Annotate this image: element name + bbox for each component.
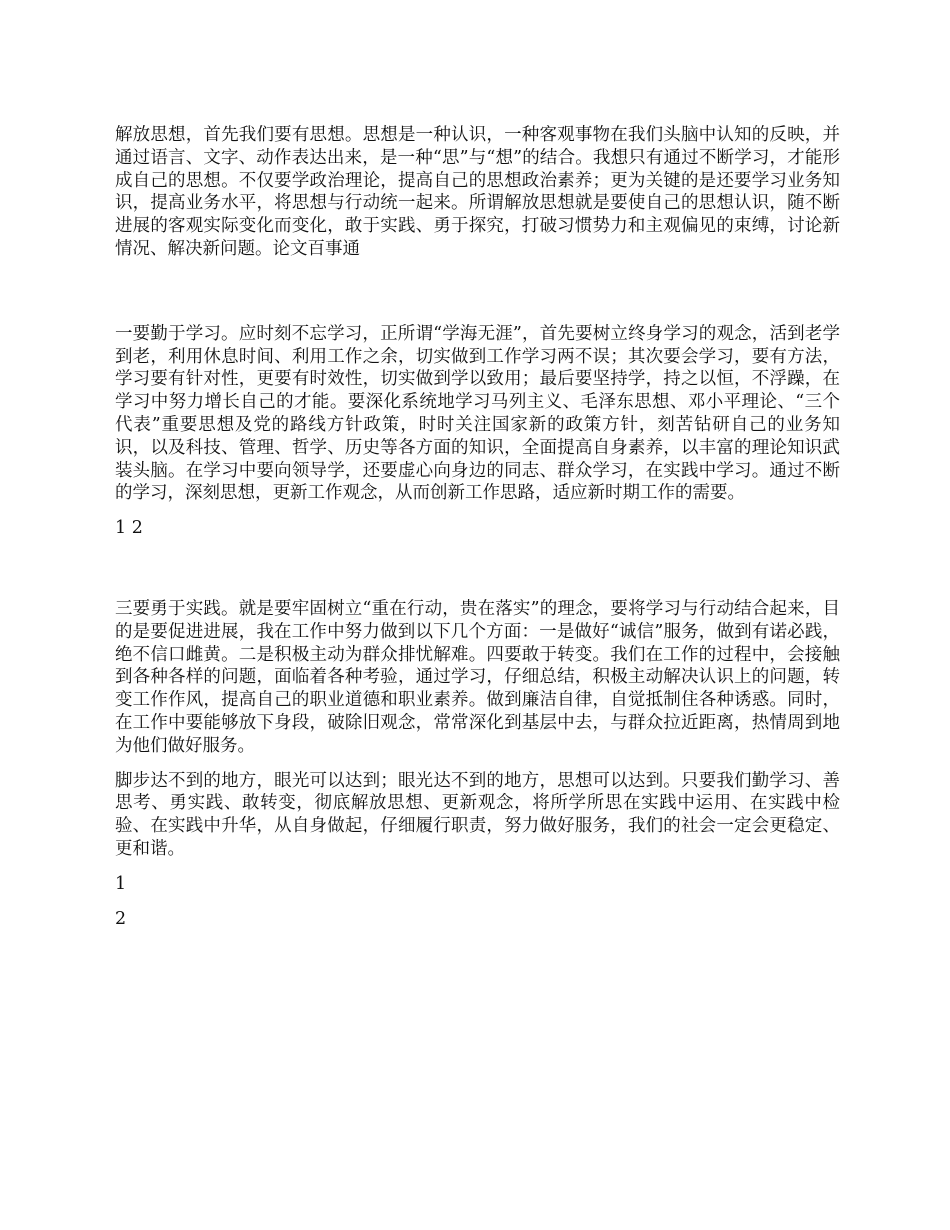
paragraph-spacer — [115, 261, 840, 323]
paragraph-spacer — [115, 540, 840, 598]
paragraph-spacer — [115, 505, 840, 517]
paragraph-spacer — [115, 896, 840, 908]
paragraph-spacer — [115, 861, 840, 873]
paragraph-yongyu-shijian: 三要勇于实践。就是要牢固树立“重在行动，贵在落实”的理念，要将学习与行动结合起来，目的是要促进进展，我在工作中努力做到以下几个方面：一是做好“诚信”服务，做到有诺必践，绝不信口雌黄。二是积极主动为群众排忧解难。四要敢于转变。我们在工作的过程中，会接触到各种各样的问题，面临着各种考验，通过学习，仔细总结，积极主动解决认识上的问题，转变工作作风，提高自己的职业道德和职业素养。做到廉洁自律，自觉抵制住各种诱惑。同时，在工作中要能够放下身段，破除旧观念，常常深化到基层中去，与群众拉近距离，热情周到地为他们做好服务。 — [115, 598, 840, 756]
paragraph-qinyu-xuexi: 一要勤于学习。应时刻不忘学习，正所谓“学海无涯”，首先要树立终身学习的观念，活到老学到老，利用休息时间、利用工作之余，切实做到工作学习两不误；其次要会学习，要有方法，学习要有针对性，更要有时效性，切实做到学以致用；最后要坚持学，持之以恒，不浮躁，在学习中努力增长自己的才能。要深化系统地学习马列主义、毛泽东思想、邓小平理论、“三个代表”重要思想及党的路线方针政策，时时关注国家新的政策方针，刻苦钻研自己的业务知识，以及科技、管理、哲学、历史等各方面的知识，全面提高自身素养，以丰富的理论知识武装头脑。在学习中要向领导学，还要虚心向身边的同志、群众学习，在实践中学习。通过不断的学习，深刻思想，更新工作观念，从而创新工作思路，适应新时期工作的需要。 — [115, 323, 840, 504]
paragraph-jiefang-sixiang: 解放思想，首先我们要有思想。思想是一种认识，一种客观事物在我们头脑中认知的反映，并通过语言、文字、动作表达出来，是一种“思”与“想”的结合。我想只有通过不断学习，才能形成自己的思想。不仅要学政治理论，提高自己的思想政治素养；更为关键的是还要学习业务知识，提高业务水平，将思想与行动统一起来。所谓解放思想就是要使自己的思想认识，随不断进展的客观实际变化而变化，敢于实践、勇于探究，打破习惯势力和主观偏见的束缚，讨论新情况、解决新问题。论文百事通 — [115, 125, 840, 259]
page-number-2: 2 — [115, 908, 127, 929]
paragraph-spacer — [115, 758, 840, 770]
page-number-1: 1 — [115, 873, 127, 894]
page-number-marker: 1 2 — [115, 518, 143, 539]
document-page — [115, 124, 840, 930]
paragraph-jiaobu: 脚步达不到的地方，眼光可以达到；眼光达不到的地方，思想可以达到。只要我们勤学习、善思考、勇实践、敢转变，彻底解放思想、更新观念，将所学所思在实践中运用、在实践中检验、在实践中升华，从自身做起，仔细履行职责，努力做好服务，我们的社会一定会更稳定、更和谐。 — [115, 770, 840, 859]
